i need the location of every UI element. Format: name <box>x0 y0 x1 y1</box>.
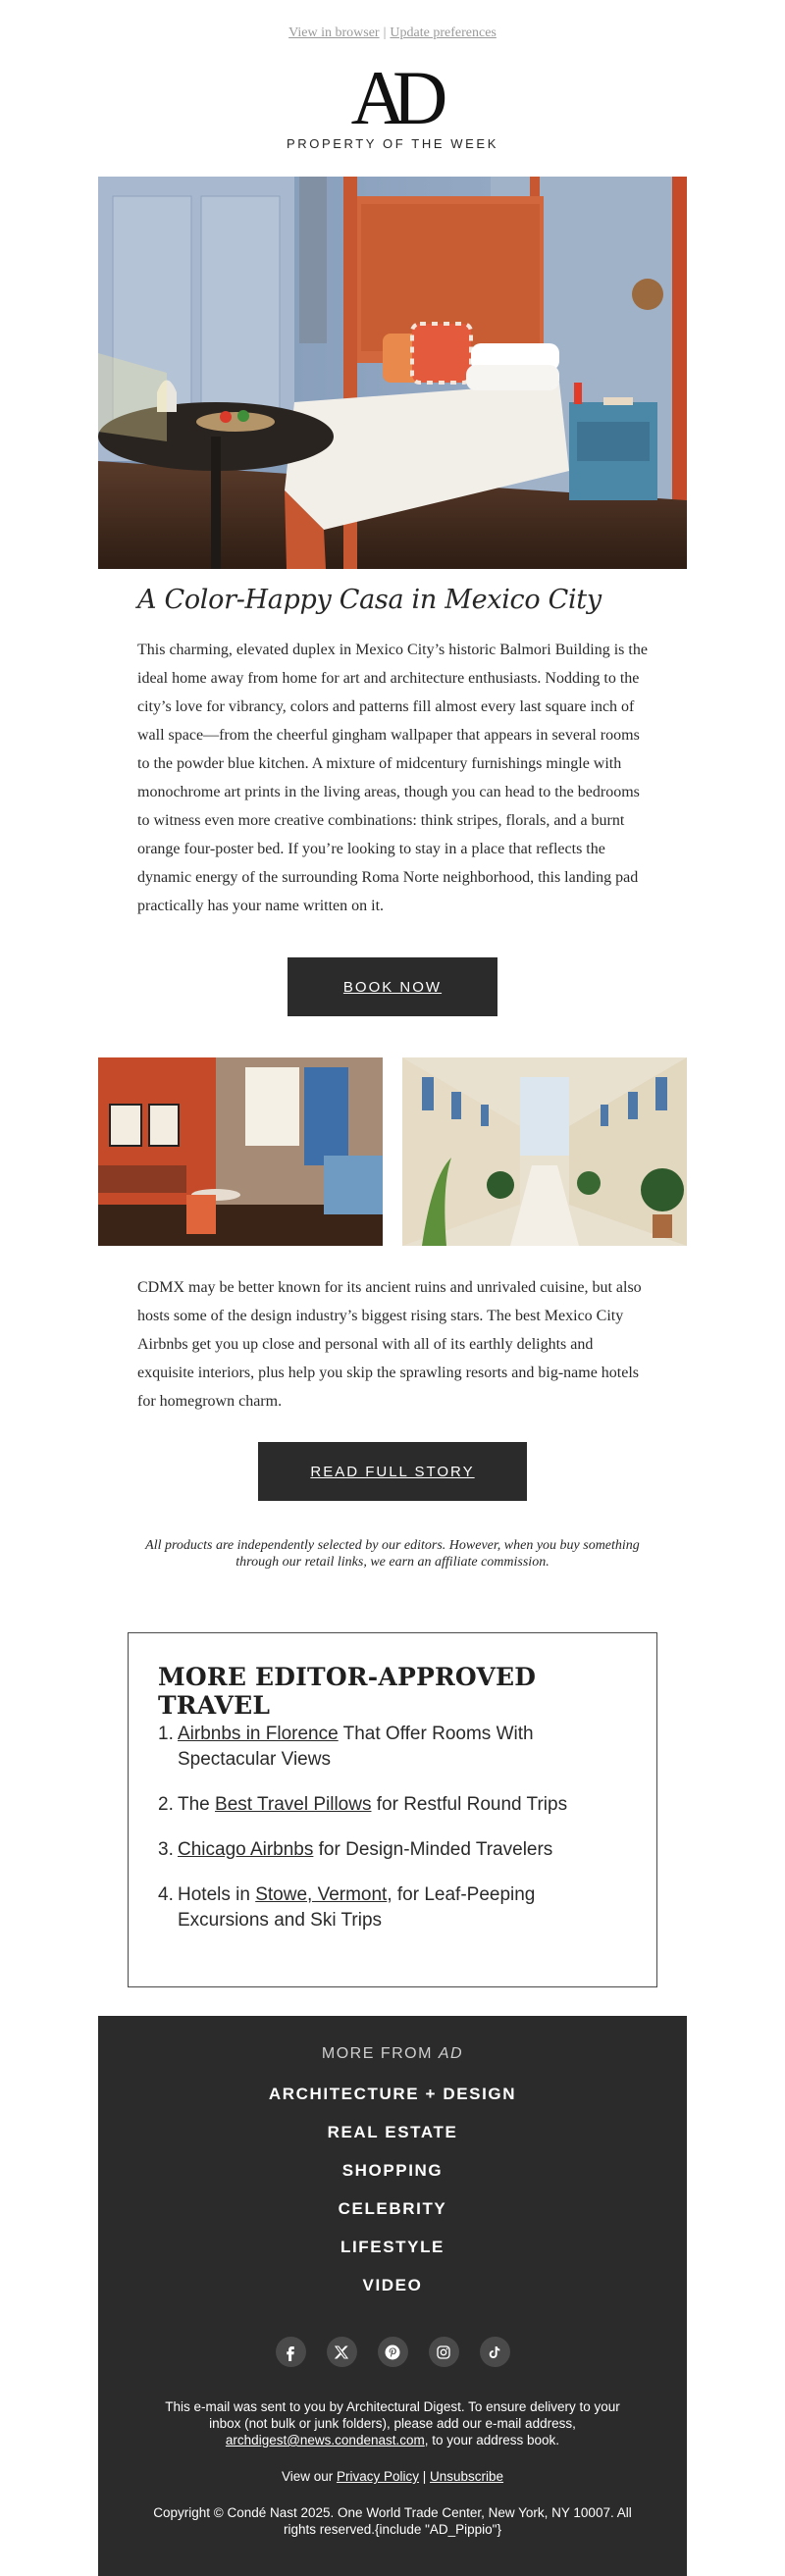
footer-policy-prefix: View our <box>281 2469 337 2484</box>
more-from-ad-heading <box>98 2045 687 2063</box>
more-from-label: MORE FROM <box>321 2045 439 2062</box>
more-travel-title: MORE EDITOR-APPROVED TRAVEL <box>158 1663 537 1720</box>
list-item <box>158 1837 629 1863</box>
property-of-the-week-kicker: PROPERTY OF THE WEEK <box>287 136 498 151</box>
top-links-separator: | <box>383 26 387 40</box>
list-item <box>158 1792 629 1818</box>
read-full-story-button[interactable]: READ FULL STORY <box>258 1442 527 1501</box>
hero-image-bedroom[interactable] <box>98 177 687 569</box>
footer-nav-real-estate[interactable]: REAL ESTATE <box>327 2123 458 2141</box>
view-in-browser-link[interactable]: View in browser <box>288 26 380 40</box>
x-icon[interactable] <box>327 2337 357 2367</box>
more-travel-box <box>128 1632 657 1987</box>
facebook-icon[interactable] <box>276 2337 306 2367</box>
photo-living-room[interactable] <box>98 1057 383 1246</box>
ad-logo-mark <box>339 67 446 128</box>
footer-nav-video[interactable]: VIDEO <box>362 2276 423 2294</box>
list-item-text: for Restful Round Trips <box>371 1794 568 1815</box>
list-item-text: , for Leaf-Peeping Excursions and Ski Trips <box>178 1884 536 1931</box>
book-now-button[interactable]: BOOK NOW <box>288 957 497 1016</box>
footer-nav-shopping[interactable]: SHOPPING <box>341 2161 444 2180</box>
footer-policy <box>98 2469 687 2484</box>
list-item-text: Hotels in <box>178 1884 256 1905</box>
article-body-2: CDMX may be better known for its ancient ruins and unrivaled cuisine, but also hosts some of the design industry’s biggest rising stars. The best Mexico City Airbnbs get you up close and personal with all of its earthly delights and exquisite interiors, plus help you skip the sprawling resorts and big-name hotels for homegrown charm. <box>137 1279 642 1410</box>
photo-courtyard[interactable] <box>402 1057 687 1246</box>
list-item-number: 1. <box>158 1724 174 1744</box>
airbnbs-in-florence-link[interactable]: Airbnbs in Florence <box>178 1724 339 1744</box>
unsubscribe-link[interactable]: Unsubscribe <box>430 2469 504 2484</box>
social-icons <box>98 2337 687 2367</box>
footer-policy-separator: | <box>419 2469 431 2484</box>
update-preferences-link[interactable]: Update preferences <box>390 26 497 40</box>
instagram-icon[interactable] <box>429 2337 459 2367</box>
footer-nav-celebrity[interactable]: CELEBRITY <box>338 2199 447 2218</box>
footer-info-suffix: , to your address book. <box>424 2433 560 2447</box>
affiliate-disclaimer: All products are independently selected by our editors. However, when you buy something through our retail links, we earn an affiliate commission. <box>145 1538 640 1570</box>
tiktok-icon[interactable] <box>480 2337 510 2367</box>
footer <box>98 2016 687 2576</box>
privacy-policy-link[interactable]: Privacy Policy <box>336 2469 419 2484</box>
top-links <box>0 26 785 41</box>
list-item-number: 3. <box>158 1839 174 1860</box>
footer-copyright: Copyright © Condé Nast 2025. One World Trade Center, New York, NY 10007. All rights reserved.{include "AD_Pippio"} <box>153 2505 632 2537</box>
list-item <box>158 1882 629 1933</box>
article-body-1: This charming, elevated duplex in Mexico City’s historic Balmori Building is the ideal home away from home for art and architecture enthusiasts. Nodding to the city’s love for vibrancy, colors and patterns fill almost every last square inch of wall space—from the cheerful gingham wallpaper that appears in several rooms to the powder blue kitchen. A mixture of midcentury furnishings mingle with monochrome art prints in the living areas, though you can head to the bedrooms to witness even more creative combinations: think stripes, florals, and a burnt orange four-poster bed. If you’re looking to stay in a place that reflects the dynamic energy of the surrounding Roma Norte neighborhood, this landing pad practically has your name written on it. <box>137 642 648 914</box>
ad-logo-text: AD <box>350 67 435 128</box>
pinterest-icon[interactable] <box>378 2337 408 2367</box>
list-item-number: 4. <box>158 1884 174 1905</box>
article-headline: A Color-Happy Casa in Mexico City <box>137 585 602 615</box>
chicago-airbnbs-link[interactable]: Chicago Airbnbs <box>178 1839 314 1860</box>
footer-nav <box>98 2085 687 2314</box>
footer-nav-lifestyle[interactable]: LIFESTYLE <box>340 2238 445 2256</box>
list-item <box>158 1722 629 1773</box>
more-from-brand: AD <box>438 2045 464 2062</box>
list-item-text: for Design-Minded Travelers <box>313 1839 553 1860</box>
footer-nav-architecture-design[interactable]: ARCHITECTURE + DESIGN <box>268 2085 517 2103</box>
list-item-text: The <box>178 1794 216 1815</box>
footer-info-text: This e-mail was sent to you by Architectural Digest. To ensure delivery to your inbox (not bulk or junk folders), please add our e-mail address, <box>165 2399 620 2431</box>
footer-email-link[interactable]: archdigest@news.condenast.com <box>225 2433 425 2447</box>
footer-info <box>152 2398 633 2448</box>
ad-logo[interactable] <box>0 67 785 128</box>
more-travel-list <box>158 1722 629 1953</box>
stowe-vermont-link[interactable]: Stowe, Vermont <box>255 1884 388 1905</box>
list-item-number: 2. <box>158 1794 174 1815</box>
best-travel-pillows-link[interactable]: Best Travel Pillows <box>215 1794 372 1815</box>
list-item-text: That Offer Rooms With Spectacular Views <box>178 1724 534 1770</box>
